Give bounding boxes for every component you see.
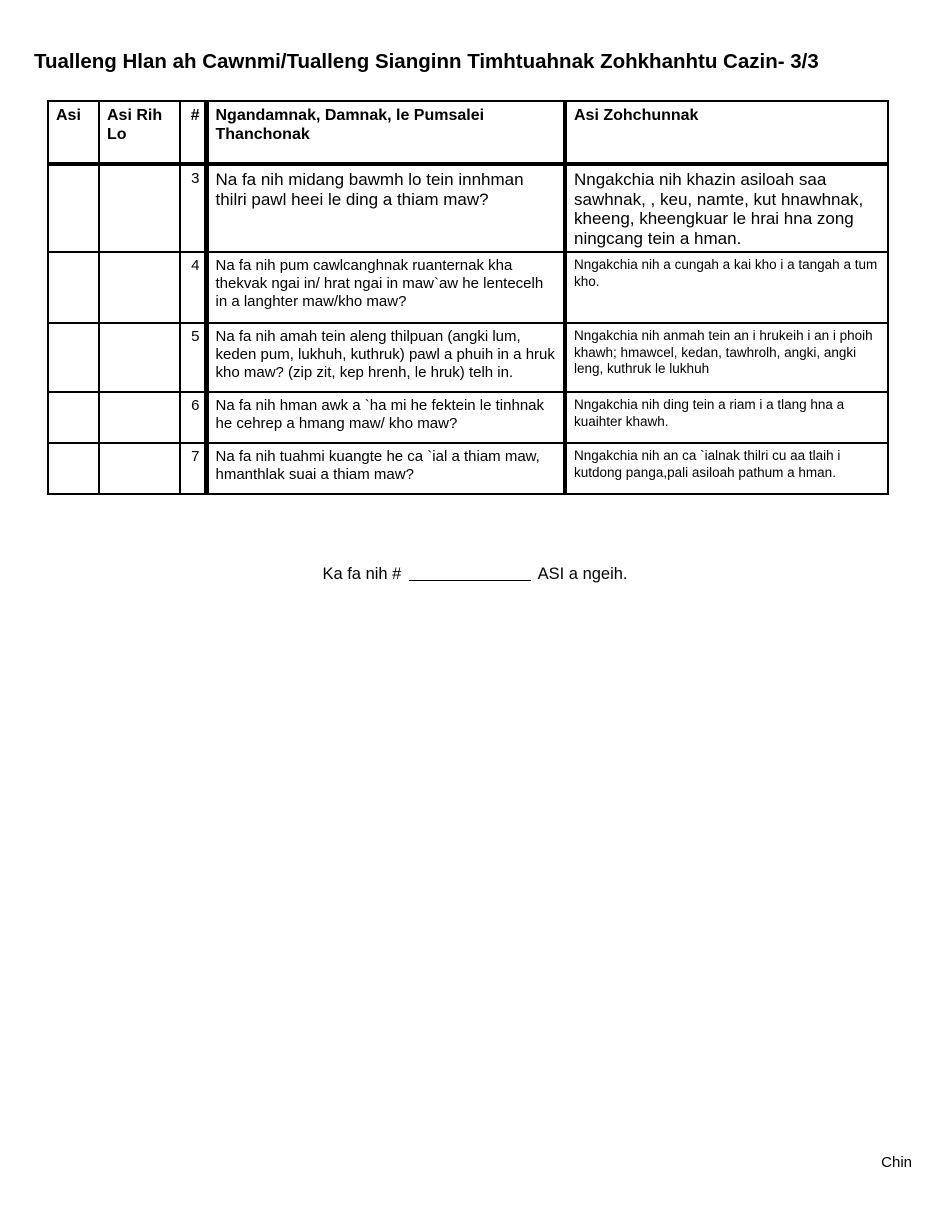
asi-checkbox-cell[interactable] xyxy=(48,252,99,323)
item-number: 4 xyxy=(180,252,206,323)
question-text: Na fa nih pum cawlcanghnak ruanternak kha thekvak ngai in/ hrat ngai in maw`aw he lentecelh in a langhter maw/kho maw? xyxy=(206,252,565,323)
asi-rih-lo-checkbox-cell[interactable] xyxy=(99,323,180,392)
asi-checkbox-cell[interactable] xyxy=(48,443,99,494)
header-question: Ngandamnak, Damnak, le Pumsalei Thanchonak xyxy=(206,101,565,164)
asi-count-blank-field[interactable] xyxy=(409,566,531,581)
observation-text: Nngakchia nih a cungah a kai kho i a tangah a tum kho. xyxy=(565,252,888,323)
header-number: # xyxy=(180,101,206,164)
table-row xyxy=(48,252,888,323)
asi-checkbox-cell[interactable] xyxy=(48,392,99,443)
asi-rih-lo-checkbox-cell[interactable] xyxy=(99,392,180,443)
item-number: 3 xyxy=(180,164,206,252)
asi-rih-lo-checkbox-cell[interactable] xyxy=(99,252,180,323)
header-asi: Asi xyxy=(48,101,99,164)
observation-text: Nngakchia nih an ca `ialnak thilri cu aa tlaih i kutdong panga,pali asiloah pathum a hman. xyxy=(565,443,888,494)
table-header-row xyxy=(48,101,888,164)
table-row xyxy=(48,323,888,392)
asi-rih-lo-checkbox-cell[interactable] xyxy=(99,443,180,494)
header-observation: Asi Zohchunnak xyxy=(565,101,888,164)
observation-text: Nngakchia nih anmah tein an i hrukeih i an i phoih khawh; hmawcel, kedan, tawhrolh, angki, angki leng, kuthruk le lukhuh xyxy=(565,323,888,392)
observation-text: Nngakchia nih khazin asiloah saa sawhnak, , keu, namte, kut hnawhnak, kheeng, kheengkuar le hrai hna zong ningcang tein a hman. xyxy=(565,164,888,252)
asi-checkbox-cell[interactable] xyxy=(48,164,99,252)
observation-text: Nngakchia nih ding tein a riam i a tlang hna a kuaihter khawh. xyxy=(565,392,888,443)
header-asi-rih-lo: Asi Rih Lo xyxy=(99,101,180,164)
asi-checkbox-cell[interactable] xyxy=(48,323,99,392)
table-row xyxy=(48,392,888,443)
item-number: 5 xyxy=(180,323,206,392)
question-text: Na fa nih hman awk a `ha mi he fektein le tinhnak he cehrep a hmang maw/ kho maw? xyxy=(206,392,565,443)
item-number: 7 xyxy=(180,443,206,494)
asi-count-prefix: Ka fa nih # xyxy=(322,565,402,583)
table-row xyxy=(48,164,888,252)
screening-table xyxy=(47,100,889,495)
asi-count-line xyxy=(0,565,950,584)
question-text: Na fa nih amah tein aleng thilpuan (angki lum, keden pum, lukhuh, kuthruk) pawl a phuih in a hruk kho maw? (zip zit, kep hrenh, le hruk) telh in. xyxy=(206,323,565,392)
question-text: Na fa nih midang bawmh lo tein innhman thilri pawl heei le ding a thiam maw? xyxy=(206,164,565,252)
asi-rih-lo-checkbox-cell[interactable] xyxy=(99,164,180,252)
table-row xyxy=(48,443,888,494)
language-label: Chin xyxy=(881,1154,912,1171)
question-text: Na fa nih tuahmi kuangte he ca `ial a thiam maw, hmanthlak suai a thiam maw? xyxy=(206,443,565,494)
item-number: 6 xyxy=(180,392,206,443)
asi-count-suffix: ASI a ngeih. xyxy=(537,565,628,583)
page-title: Tualleng Hlan ah Cawnmi/Tualleng Sianginn Timhtuahnak Zohkhanhtu Cazin- 3/3 xyxy=(34,50,819,73)
